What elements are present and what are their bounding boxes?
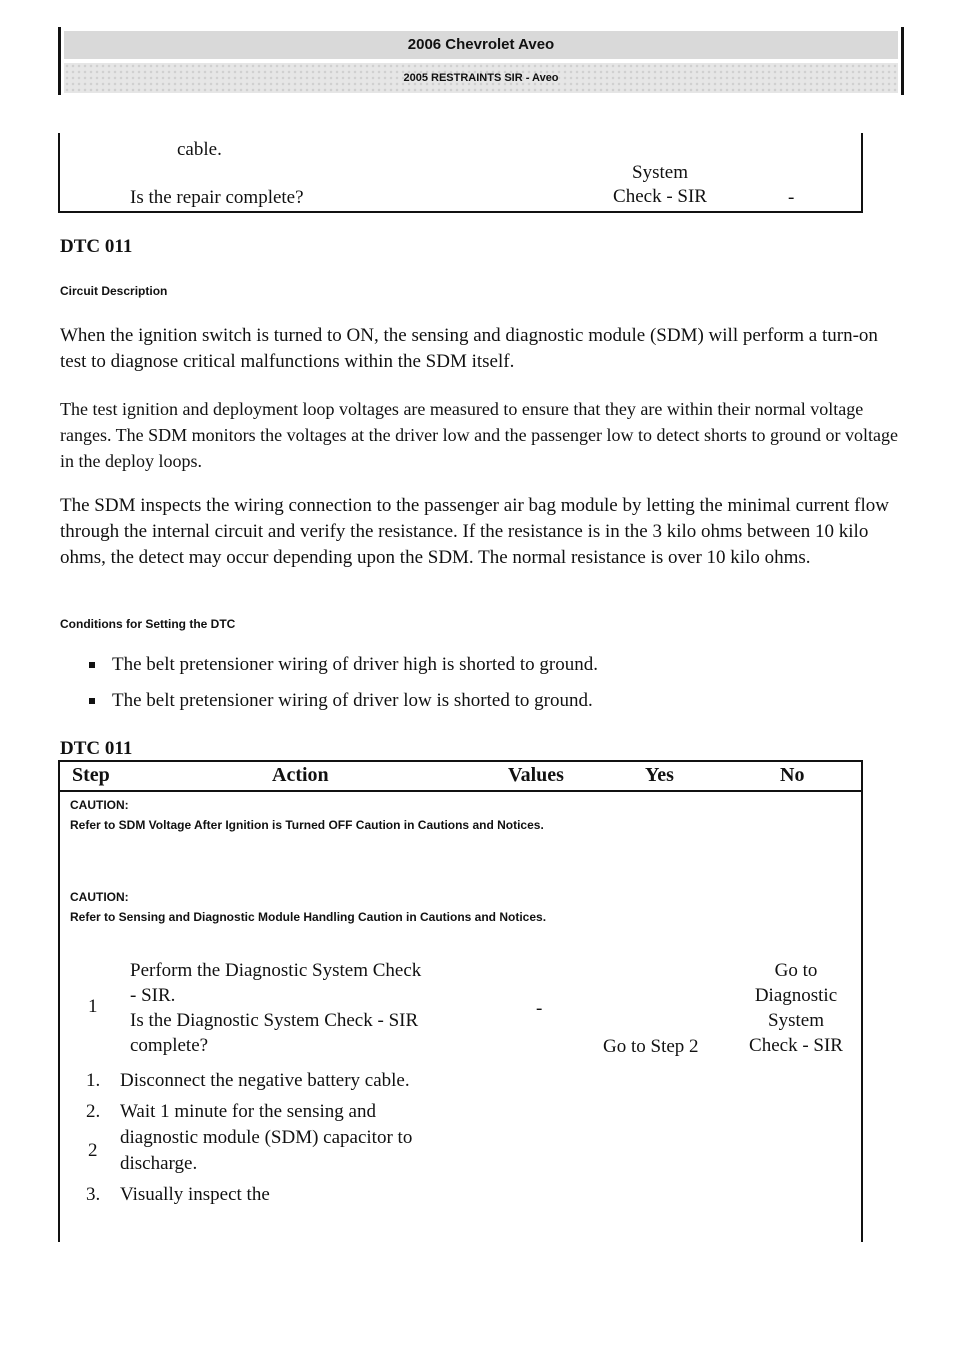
col-yes: Yes <box>645 764 674 786</box>
step-1-no[interactable] <box>728 958 864 1058</box>
conditions-list <box>60 652 598 724</box>
system-check-line1: System <box>632 162 688 183</box>
table-heading: DTC 011 <box>60 738 133 759</box>
list-item <box>84 1182 424 1208</box>
col-step: Step <box>72 764 110 786</box>
list-item: The belt pretensioner wiring of driver high is shorted to ground. <box>60 652 598 688</box>
table-header-row <box>60 762 861 792</box>
page-header <box>58 27 904 95</box>
system-check-link[interactable] <box>580 161 740 209</box>
action-line: - SIR. <box>130 985 176 1006</box>
no-line: Check - SIR <box>749 1035 843 1056</box>
action-line: Perform the Diagnostic System Check <box>130 960 422 981</box>
caution-1 <box>70 798 690 832</box>
header-left-border <box>58 27 61 95</box>
item-number: 2. <box>86 1101 101 1122</box>
paragraph-1: When the ignition switch is turned to ON, the sensing and diagnostic module (SDM) will perform a turn-on test to diagnose critical malfunctions within the SDM itself. <box>60 325 878 372</box>
section-heading: DTC 011 <box>60 236 133 257</box>
item-text: Disconnect the negative battery cable. <box>120 1070 410 1091</box>
paragraph-3: The SDM inspects the wiring connection to the passenger air bag module by letting the minimal current flow through the internal circuit and verify the resistance. If the resistance is in the 3 kilo ohms between 10 kilo ohms, the detect may occur depending upon the SDM. The normal resistance is over 10 kilo ohms. <box>60 495 889 568</box>
col-values: Values <box>508 764 564 786</box>
header-title: 2006 Chevrolet Aveo <box>64 31 898 59</box>
no-line: System <box>768 1010 824 1031</box>
cable-text: cable. <box>177 139 222 160</box>
caution-label: CAUTION: <box>70 890 129 904</box>
circuit-description-title: Circuit Description <box>60 284 168 298</box>
caution-text: Refer to Sensing and Diagnostic Module Handling Caution in Cautions and Notices. <box>70 910 547 924</box>
list-item <box>84 1068 424 1094</box>
caution-label: CAUTION: <box>70 798 129 812</box>
header-right-border <box>901 27 904 95</box>
item-number: 3. <box>86 1184 101 1205</box>
step-1-yes[interactable]: Go to Step 2 <box>603 1036 699 1057</box>
list-item: The belt pretensioner wiring of driver low is shorted to ground. <box>60 688 598 724</box>
col-no: No <box>780 764 805 786</box>
col-action: Action <box>272 764 329 786</box>
step-1-value: - <box>536 998 543 1019</box>
caution-2 <box>70 890 690 924</box>
step-2-number: 2 <box>88 1140 98 1161</box>
list-item <box>84 1099 424 1177</box>
step-1-number: 1 <box>88 996 98 1017</box>
step-1-action <box>130 958 490 1058</box>
system-check-line2: Check - SIR <box>613 186 707 207</box>
action-line: Is the Diagnostic System Check - SIR <box>130 1010 419 1031</box>
no-line: Diagnostic <box>754 985 838 1006</box>
step-2-actions <box>84 1068 424 1213</box>
item-text: Wait 1 minute for the sensing and diagnostic module (SDM) capacitor to discharge. <box>120 1101 413 1174</box>
no-value-dash: - <box>788 187 795 208</box>
item-text: Visually inspect the <box>120 1184 270 1205</box>
no-line: Go to <box>774 960 818 981</box>
conditions-title: Conditions for Setting the DTC <box>60 617 236 631</box>
caution-text: Refer to SDM Voltage After Ignition is Turned OFF Caution in Cautions and Notices. <box>70 818 544 832</box>
header-subtitle: 2005 RESTRAINTS SIR - Aveo <box>64 63 898 93</box>
item-number: 1. <box>86 1070 101 1091</box>
continued-table <box>58 133 863 213</box>
repair-question: Is the repair complete? <box>130 187 304 208</box>
action-line: complete? <box>130 1035 209 1056</box>
paragraph-2: The test ignition and deployment loop voltages are measured to ensure that they are within their normal voltage ranges. The SDM monitors the voltages at the driver low and the passenger low to detect shorts to ground or voltage in the deploy loops. <box>60 399 898 471</box>
